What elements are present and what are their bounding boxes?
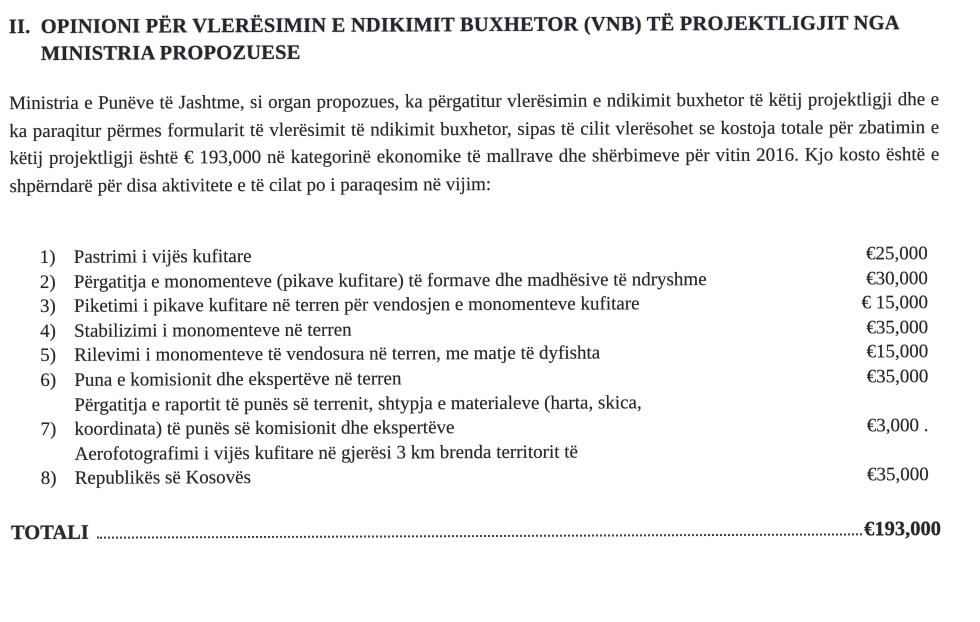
item-label: Përgatitja e monomenteve (pikave kufitare) të formave dhe madhësive të ndryshme: [73, 268, 707, 293]
item-amount: € 15,000: [861, 292, 929, 314]
section-heading: [9, 10, 939, 68]
item-number: 5): [40, 345, 57, 367]
total-amount: €193,000: [864, 517, 942, 541]
item-amount: €15,000: [866, 341, 929, 363]
item-amount: €35,000: [866, 316, 929, 339]
item-amount: €30,000: [866, 267, 928, 289]
item-amount: €35,000: [866, 366, 929, 388]
total-row: [11, 518, 941, 545]
item-number: 1): [39, 246, 56, 268]
item-number: 2): [39, 271, 56, 293]
cost-items-list: [40, 242, 929, 492]
section-number: II.: [8, 16, 31, 39]
item-label: Aerofotografimi i vijës kufitare në gjerësi 3 km brenda territorit të Republikës së Kosovës: [74, 441, 578, 490]
item-amount: €3,000 .: [866, 415, 929, 437]
item-label: Puna e komisionit dhe ekspertëve në terren: [74, 368, 402, 391]
total-label: TOTALI: [10, 521, 89, 545]
item-label: Rilevimi i monomenteve të vendosura në terren, me matje të dyfishta: [74, 342, 601, 367]
item-label: Përgatitja e raportit të punës së terrenit, shtypja e materialeve (harta, skica, koordinata) të punës së komisionit dhe ekspertëve: [74, 391, 642, 440]
intro-paragraph: Ministria e Punëve të Jashtme, si organ propozues, ka përgatitur vlerësimin e ndikimit buxhetor të këtij projektligji dhe e ka paraqitur përmes formularit të vlerësimit të ndikimit buxhetor, sipas të cilit vlerësohet se kostoja totale për zbatimin e këtij projektligji është € 193,000 në kategorinë ekonomike të mallrave dhe shërbimeve për vitin 2016. Kjo kosto është e shpërndarë për disa aktivitete e të cilat po i paraqesim në vijim:: [9, 89, 940, 197]
item-number: 6): [40, 369, 57, 391]
item-label: Pastrimi i vijës kufitare: [73, 246, 252, 268]
item-number: 3): [39, 296, 56, 318]
item-label: Stabilizimi i monomenteve në terren: [74, 319, 352, 342]
item-number: 4): [40, 320, 56, 342]
item-label: Piketimi i pikave kufitare në terren për vendosjen e monomenteve kufitare: [73, 293, 640, 318]
item-number: 8): [40, 468, 57, 490]
cost-item-row: [41, 439, 929, 492]
item-number: 7): [40, 419, 57, 441]
cost-item-row: [40, 390, 928, 443]
item-amount: €35,000: [866, 464, 929, 486]
item-amount: €25,000: [865, 243, 928, 265]
dotted-leader: [97, 532, 862, 538]
section-title: OPINIONI PËR VLERËSIMIN E NDIKIMIT BUXHETOR (VNB) TË PROJEKTLIGJIT NGA MINISTRIA PROPOZUESE: [40, 12, 899, 65]
